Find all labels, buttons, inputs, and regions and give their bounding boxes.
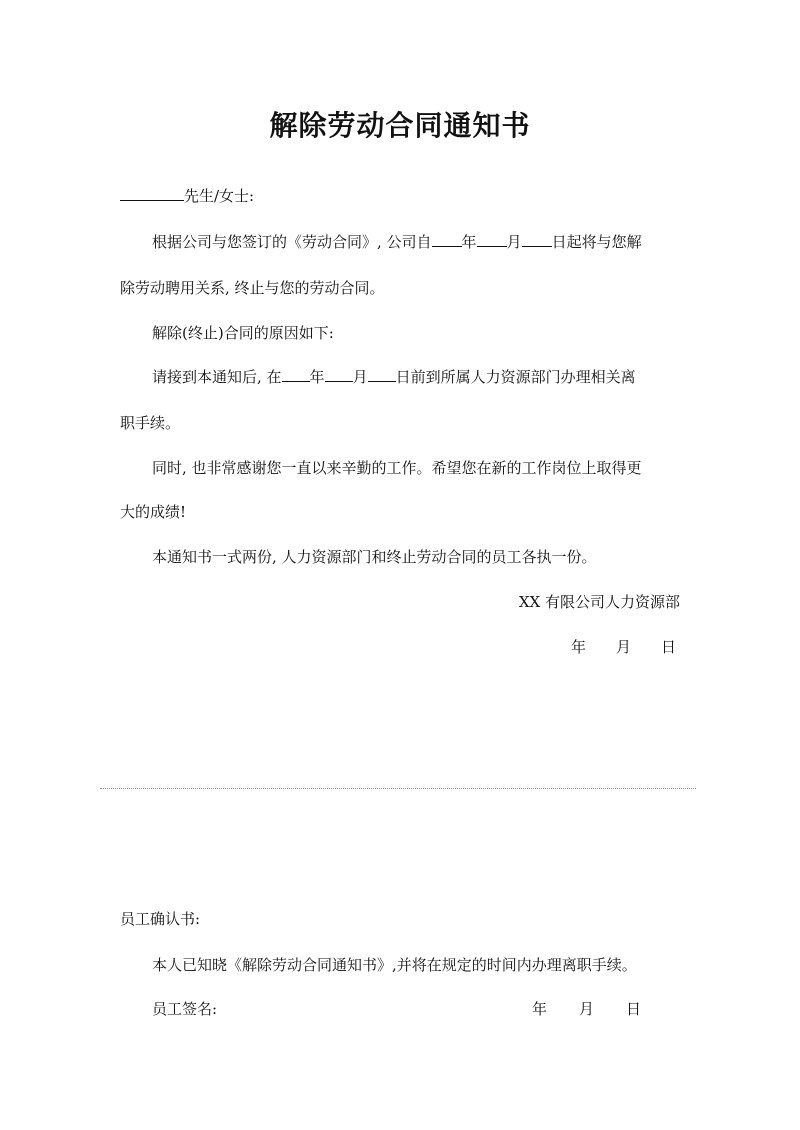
- date-year: 年: [570, 638, 586, 656]
- confirmation-statement: 本人已知晓《解除劳动合同通知书》,并将在规定的时间内办理离职手续。: [152, 956, 637, 974]
- employee-signature-label: 员工签名:: [152, 1000, 218, 1018]
- notice-date: [120, 637, 680, 657]
- conf-date-year: 年: [532, 1000, 548, 1018]
- confirmation-date: [532, 999, 682, 1019]
- month-blank: [477, 232, 507, 247]
- paragraph-1-cont: 除劳动聘用关系, 终止与您的劳动合同。: [120, 279, 385, 297]
- month-blank: [325, 367, 353, 382]
- paragraph-5: 本通知书一式两份, 人力资源部门和终止劳动合同的员工各执一份。: [152, 548, 597, 566]
- p1-text-rest: 日起将与您解: [551, 233, 642, 251]
- date-day: 日: [660, 638, 676, 656]
- year-blank: [282, 367, 310, 382]
- day-blank: [522, 232, 552, 247]
- p3-text-rest: 日前到所属人力资源部门办理相关离: [395, 368, 636, 386]
- name-blank: [120, 186, 184, 201]
- cut-line-divider: [100, 788, 696, 789]
- p1-year: 年: [461, 233, 477, 251]
- salutation-text: 先生/女士:: [184, 187, 255, 205]
- date-month: 月: [615, 638, 631, 656]
- paragraph-2: 解除(终止)合同的原因如下:: [152, 324, 334, 342]
- paragraph-4: 同时, 也非常感谢您一直以来辛勤的工作。希望您在新的工作岗位上取得更: [152, 459, 642, 477]
- day-blank: [368, 367, 396, 382]
- p1-month: 月: [506, 233, 522, 251]
- paragraph-1: [152, 232, 680, 252]
- p3-month: 月: [352, 368, 368, 386]
- conf-date-month: 月: [579, 1000, 595, 1018]
- p1-text: 根据公司与您签订的《劳动合同》, 公司自: [152, 233, 432, 251]
- paragraph-3-cont: 职手续。: [120, 414, 181, 432]
- paragraph-4-cont: 大的成绩!: [120, 503, 187, 521]
- p3-text: 请接到本通知后, 在: [152, 368, 282, 386]
- paragraph-3: [152, 367, 680, 387]
- confirmation-heading: 员工确认书:: [120, 910, 201, 928]
- salutation: [120, 186, 680, 206]
- signature-org: XX 有限公司人力资源部: [518, 593, 680, 611]
- p3-year: 年: [309, 368, 325, 386]
- document-title: 解除劳动合同通知书: [269, 109, 531, 142]
- year-blank: [432, 232, 462, 247]
- conf-date-day: 日: [626, 1000, 642, 1018]
